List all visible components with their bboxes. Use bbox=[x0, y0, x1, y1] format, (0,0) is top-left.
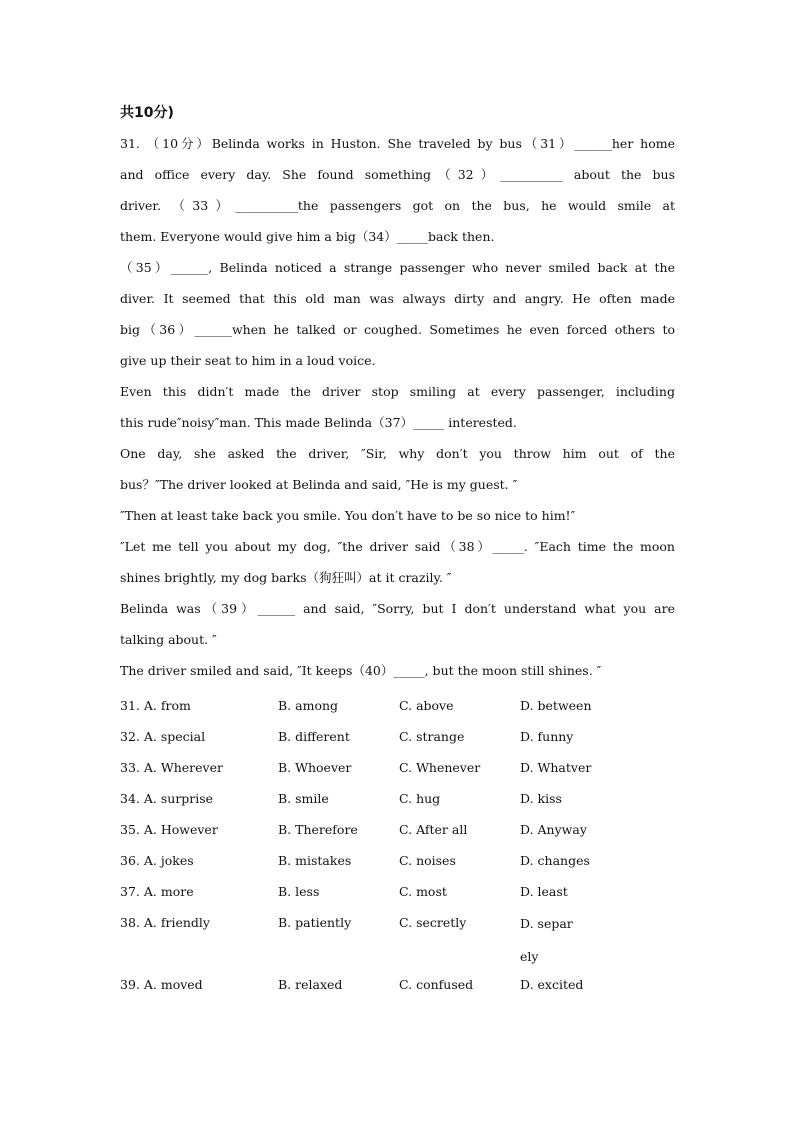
option-b: B. less bbox=[278, 884, 320, 899]
option-row bbox=[120, 783, 680, 814]
option-c: C. Whenever bbox=[399, 760, 481, 775]
question-number-and-option-a bbox=[120, 690, 191, 721]
question-number-and-option-a bbox=[120, 752, 223, 783]
option-d: D. changes bbox=[520, 853, 590, 868]
option-d: D. kiss bbox=[520, 791, 562, 806]
option-row bbox=[120, 814, 680, 845]
option-d: D. between bbox=[520, 698, 592, 713]
option-a: A. special bbox=[143, 729, 206, 744]
option-d: D. least bbox=[520, 884, 568, 899]
section-header: 共10分) bbox=[120, 105, 174, 121]
option-a: A. more bbox=[143, 884, 194, 899]
passage-line: diver. It seemed that this old man was always dirty and angry. He often made bbox=[120, 291, 675, 306]
passage-line: and office every day. She found something（32）__________ about the bus bbox=[120, 167, 675, 182]
option-a: A. from bbox=[143, 698, 191, 713]
cloze-passage bbox=[120, 128, 675, 686]
question-number: 38. bbox=[120, 915, 140, 930]
question-number: 34. bbox=[120, 791, 140, 806]
option-row bbox=[120, 969, 680, 1000]
passage-line: The driver smiled and said, ″It keeps（40）_____, but the moon still shines. ″ bbox=[120, 663, 602, 678]
passage-line: ″Let me tell you about my dog, ″the driver said（38）_____. ″Each time the moon bbox=[120, 539, 675, 554]
option-c: C. above bbox=[399, 698, 454, 713]
option-d: D. Whatver bbox=[520, 760, 592, 775]
option-a: A. moved bbox=[143, 977, 203, 992]
option-a: A. jokes bbox=[143, 853, 194, 868]
option-b: B. Whoever bbox=[278, 760, 352, 775]
option-b: B. Therefore bbox=[278, 822, 358, 837]
question-number: 32. bbox=[120, 729, 140, 744]
option-c: C. confused bbox=[399, 977, 474, 992]
passage-line: 31. （10分）Belinda works in Huston. She traveled by bus（31）______her home bbox=[120, 136, 675, 151]
option-d: D. Anyway bbox=[520, 822, 587, 837]
option-row bbox=[120, 752, 680, 783]
option-c: C. most bbox=[399, 884, 447, 899]
question-number: 33. bbox=[120, 760, 140, 775]
passage-line: them. Everyone would give him a big（34）_____back then. bbox=[120, 229, 495, 244]
passage-line: bus？″The driver looked at Belinda and said, ″He is my guest. ″ bbox=[120, 477, 518, 492]
option-d: D. funny bbox=[520, 729, 574, 744]
question-number-and-option-a bbox=[120, 907, 210, 938]
question-number: 36. bbox=[120, 853, 140, 868]
option-d: D. separely bbox=[520, 916, 573, 964]
option-a: A. Wherever bbox=[143, 760, 223, 775]
passage-line: One day, she asked the driver, ″Sir, why don′t you throw him out of the bbox=[120, 446, 675, 461]
option-c: C. strange bbox=[399, 729, 465, 744]
question-number: 39. bbox=[120, 977, 140, 992]
option-row bbox=[120, 907, 680, 969]
option-b: B. patiently bbox=[278, 915, 352, 930]
option-c: C. hug bbox=[399, 791, 441, 806]
question-number-and-option-a bbox=[120, 969, 203, 1000]
question-number-and-option-a bbox=[120, 876, 194, 907]
option-c: C. secretly bbox=[399, 915, 467, 930]
question-number-and-option-a bbox=[120, 721, 205, 752]
option-b: B. relaxed bbox=[278, 977, 343, 992]
passage-line: Even this didn′t made the driver stop smiling at every passenger, including bbox=[120, 384, 675, 399]
passage-line: this rude″noisy″man. This made Belinda（37）_____ interested. bbox=[120, 415, 517, 430]
option-b: B. mistakes bbox=[278, 853, 352, 868]
passage-line: talking about. ″ bbox=[120, 632, 217, 647]
question-number: 31. bbox=[120, 698, 140, 713]
option-a: A. friendly bbox=[143, 915, 210, 930]
question-number-and-option-a bbox=[120, 845, 194, 876]
answer-options-table bbox=[120, 690, 680, 1000]
option-b: B. among bbox=[278, 698, 339, 713]
option-a: A. However bbox=[143, 822, 218, 837]
option-row bbox=[120, 690, 680, 721]
passage-line: driver. （33）__________the passengers got on the bus, he would smile at bbox=[120, 198, 675, 213]
option-c: C. noises bbox=[399, 853, 456, 868]
option-c: C. After all bbox=[399, 822, 468, 837]
passage-line: Belinda was（39）______ and said, ″Sorry, but I don′t understand what you are bbox=[120, 601, 675, 616]
option-row bbox=[120, 876, 680, 907]
passage-line: give up their seat to him in a loud voice. bbox=[120, 353, 376, 368]
option-row bbox=[120, 721, 680, 752]
option-b: B. different bbox=[278, 729, 350, 744]
option-row bbox=[120, 845, 680, 876]
passage-line: big（36）______when he talked or coughed. Sometimes he even forced others to bbox=[120, 322, 675, 337]
question-number: 37. bbox=[120, 884, 140, 899]
option-d: D. excited bbox=[520, 977, 584, 992]
passage-line: shines brightly, my dog barks（狗狂叫）at it crazily. ″ bbox=[120, 570, 452, 585]
question-number-and-option-a bbox=[120, 814, 218, 845]
option-a: A. surprise bbox=[143, 791, 214, 806]
option-b: B. smile bbox=[278, 791, 329, 806]
passage-line: （35）______, Belinda noticed a strange passenger who never smiled back at the bbox=[120, 260, 675, 275]
passage-line: ″Then at least take back you smile. You don′t have to be so nice to him!″ bbox=[120, 508, 576, 523]
question-number: 35. bbox=[120, 822, 140, 837]
question-number-and-option-a bbox=[120, 783, 213, 814]
